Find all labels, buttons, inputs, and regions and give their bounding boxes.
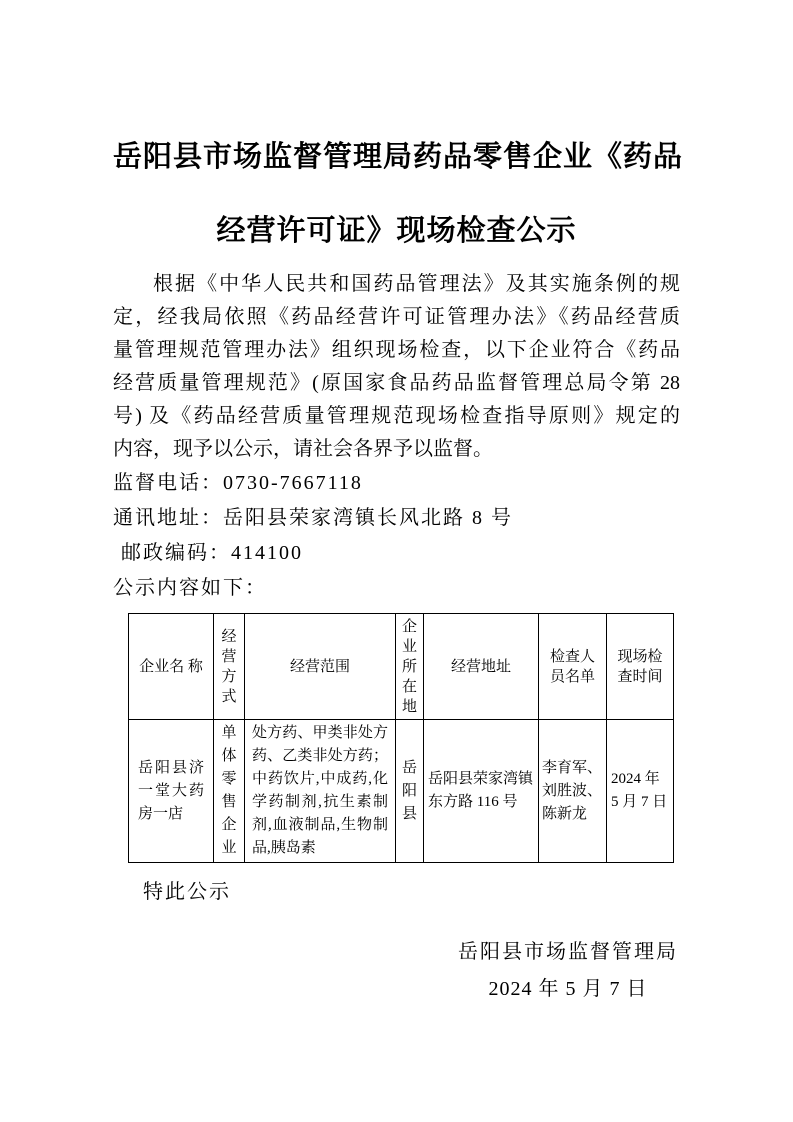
intro-line-1: 根据《中华人民共和国药品管理法》及其实施条例的规: [153, 273, 680, 295]
inspection-date-cell: [607, 720, 674, 863]
intro-line-2: 定，经我局依照《药品经营许可证管理办法》《药品经营质: [113, 306, 680, 328]
inspectors-cell: 李育军、刘胜波、陈新龙: [539, 720, 607, 863]
inspection-table: [128, 613, 674, 863]
document-title: [113, 120, 684, 268]
signature-inner: [458, 935, 678, 1008]
table-header-row: [129, 614, 674, 720]
col-header-business-address: 经营地址: [424, 614, 539, 720]
title-line-1: 岳阳县市场监督管理局药品零售企业《药品: [113, 141, 684, 173]
intro-line-4: 经营质量管理规范》(原国家食品药品监督管理总局令第 28: [113, 372, 680, 394]
col-header-business-scope: 经营范围: [245, 614, 396, 720]
col-header-inspectors: 检查人员名单: [539, 614, 607, 720]
title-line-2: 经营许可证》现场检查公示: [216, 215, 577, 247]
col-header-inspection-date: 现场检查时间: [607, 614, 674, 720]
table-row: [129, 720, 674, 863]
intro-line-6: 内容，现予以公示，请社会各界予以监督。: [113, 438, 493, 460]
col-header-company-name: 企业名 称: [129, 614, 214, 720]
mailing-address-line: 通讯地址：岳阳县荣家湾镇长风北路 8 号: [113, 507, 513, 529]
document-content: [113, 0, 684, 1008]
signature-block: [113, 935, 680, 1008]
inspection-date-line-2: 5 月 7 日: [611, 794, 668, 810]
closing-remark: 特此公示: [143, 881, 231, 903]
company-location-cell: 岳阳县: [396, 720, 424, 863]
intro-line-5: 号) 及《药品经营质量管理规范现场检查指导原则》规定的: [113, 405, 680, 427]
col-header-company-location: 企业所在地: [396, 614, 424, 720]
intro-paragraph: [113, 268, 680, 466]
postal-code-line: 邮政编码：414100: [121, 542, 303, 564]
issue-date: 2024 年 5 月 7 日: [488, 978, 648, 1000]
disclosure-lead-in: 公示内容如下：: [113, 577, 267, 599]
company-name-cell: 岳阳县济一堂大药房一店: [129, 720, 214, 863]
intro-line-3: 量管理规范管理办法》组织现场检查，以下企业符合《药品: [113, 339, 680, 361]
business-scope-cell: 处方药、甲类非处方药、乙类非处方药；中药饮片,中成药,化学药制剂,抗生素制剂,血液制品,生物制品,胰岛素: [245, 720, 396, 863]
business-mode-cell: 单体零售企业: [214, 720, 245, 863]
col-header-business-mode: 经营方式: [214, 614, 245, 720]
supervision-phone-line: 监督电话：0730-7667118: [113, 472, 363, 494]
business-address-cell: 岳阳县荣家湾镇东方路 116 号: [424, 720, 539, 863]
inspection-date-line-1: 2024 年: [611, 771, 660, 787]
contact-block: [113, 466, 680, 606]
issuing-agency: 岳阳县市场监督管理局: [458, 941, 678, 963]
